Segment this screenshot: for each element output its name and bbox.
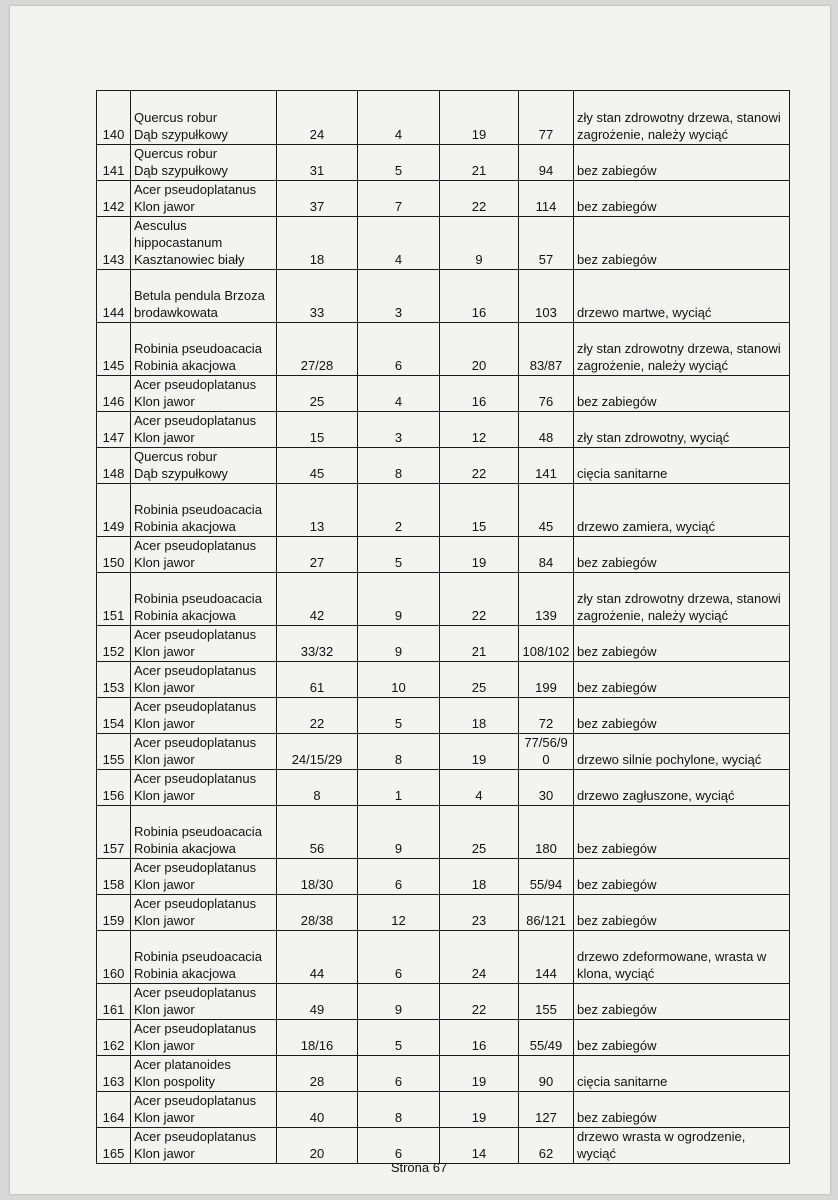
cell-col-3: 25 [440,806,519,859]
cell-col-3: 22 [440,181,519,217]
cell-col-4: 103 [519,270,574,323]
table-row [97,1020,790,1056]
cell-number: 156 [97,770,131,806]
cell-number: 140 [97,91,131,145]
cell-col-2: 7 [358,181,440,217]
cell-col-1: 31 [277,145,358,181]
cell-number: 152 [97,626,131,662]
cell-col-1: 25 [277,376,358,412]
cell-number: 161 [97,984,131,1020]
cell-recommendation: zły stan zdrowotny drzewa, stanowi zagrożenie, należy wyciąć [574,91,790,145]
table-row [97,662,790,698]
table-row [97,734,790,770]
cell-col-2: 9 [358,626,440,662]
cell-col-2: 4 [358,376,440,412]
cell-col-4: 83/87 [519,323,574,376]
cell-number: 150 [97,537,131,573]
cell-col-3: 21 [440,626,519,662]
cell-number: 158 [97,859,131,895]
cell-col-1: 56 [277,806,358,859]
cell-col-1: 18/16 [277,1020,358,1056]
cell-col-3: 18 [440,698,519,734]
cell-col-2: 2 [358,484,440,537]
cell-recommendation: bez zabiegów [574,806,790,859]
cell-col-4: 55/94 [519,859,574,895]
table-row [97,412,790,448]
cell-species: Acer pseudoplatanus Klon jawor [131,895,277,931]
cell-col-3: 16 [440,376,519,412]
cell-col-1: 20 [277,1128,358,1164]
cell-col-4: 108/102 [519,626,574,662]
cell-col-3: 19 [440,734,519,770]
cell-col-1: 40 [277,1092,358,1128]
cell-col-2: 8 [358,448,440,484]
table-row [97,859,790,895]
cell-col-2: 12 [358,895,440,931]
cell-col-4: 84 [519,537,574,573]
cell-col-4: 144 [519,931,574,984]
cell-recommendation: bez zabiegów [574,895,790,931]
cell-species: Acer pseudoplatanus Klon jawor [131,626,277,662]
cell-col-4: 45 [519,484,574,537]
cell-number: 144 [97,270,131,323]
cell-col-2: 10 [358,662,440,698]
cell-species: Acer pseudoplatanus Klon jawor [131,734,277,770]
cell-recommendation: zły stan zdrowotny, wyciąć [574,412,790,448]
cell-col-1: 28 [277,1056,358,1092]
cell-col-3: 14 [440,1128,519,1164]
cell-species: Acer pseudoplatanus Klon jawor [131,412,277,448]
cell-species: Betula pendula Brzoza brodawkowata [131,270,277,323]
table-row [97,181,790,217]
cell-col-3: 12 [440,412,519,448]
cell-col-1: 61 [277,662,358,698]
cell-col-3: 22 [440,573,519,626]
cell-col-2: 3 [358,270,440,323]
cell-col-4: 77 [519,91,574,145]
cell-col-1: 37 [277,181,358,217]
cell-species: Robinia pseudoacacia Robinia akacjowa [131,806,277,859]
cell-col-4: 76 [519,376,574,412]
cell-col-2: 8 [358,1092,440,1128]
cell-col-4: 139 [519,573,574,626]
cell-col-4: 86/121 [519,895,574,931]
cell-col-4: 77/56/9 0 [519,734,574,770]
cell-col-3: 4 [440,770,519,806]
cell-number: 151 [97,573,131,626]
table-row [97,770,790,806]
table-row [97,698,790,734]
cell-species: Robinia pseudoacacia Robinia akacjowa [131,573,277,626]
cell-col-3: 22 [440,448,519,484]
cell-species: Acer pseudoplatanus Klon jawor [131,770,277,806]
cell-recommendation: bez zabiegów [574,626,790,662]
cell-number: 160 [97,931,131,984]
document-page [10,6,830,1194]
cell-recommendation: bez zabiegów [574,537,790,573]
cell-col-2: 1 [358,770,440,806]
cell-col-4: 90 [519,1056,574,1092]
cell-col-4: 94 [519,145,574,181]
cell-number: 164 [97,1092,131,1128]
table-row [97,1092,790,1128]
cell-species: Acer pseudoplatanus Klon jawor [131,662,277,698]
cell-number: 149 [97,484,131,537]
cell-recommendation: bez zabiegów [574,698,790,734]
cell-col-2: 4 [358,91,440,145]
cell-col-2: 6 [358,859,440,895]
cell-col-2: 6 [358,323,440,376]
cell-recommendation: drzewo zamiera, wyciąć [574,484,790,537]
cell-species: Acer pseudoplatanus Klon jawor [131,1128,277,1164]
table-row [97,376,790,412]
cell-recommendation: drzewo wrasta w ogrodzenie, wyciąć [574,1128,790,1164]
cell-col-3: 25 [440,662,519,698]
table-row [97,217,790,270]
cell-col-1: 45 [277,448,358,484]
cell-col-2: 5 [358,537,440,573]
cell-recommendation: zły stan zdrowotny drzewa, stanowi zagrożenie, należy wyciąć [574,323,790,376]
cell-col-2: 9 [358,806,440,859]
cell-number: 145 [97,323,131,376]
table-row [97,1128,790,1164]
cell-col-4: 114 [519,181,574,217]
cell-col-2: 6 [358,1128,440,1164]
cell-col-3: 9 [440,217,519,270]
cell-col-4: 30 [519,770,574,806]
cell-col-1: 49 [277,984,358,1020]
cell-recommendation: drzewo martwe, wyciąć [574,270,790,323]
cell-col-2: 5 [358,698,440,734]
cell-col-2: 9 [358,984,440,1020]
cell-species: Acer platanoides Klon pospolity [131,1056,277,1092]
cell-species: Robinia pseudoacacia Robinia akacjowa [131,931,277,984]
cell-col-3: 15 [440,484,519,537]
cell-species: Aesculus hippocastanum Kasztanowiec biały [131,217,277,270]
cell-number: 165 [97,1128,131,1164]
table-row [97,323,790,376]
cell-col-1: 33/32 [277,626,358,662]
cell-number: 157 [97,806,131,859]
cell-col-1: 28/38 [277,895,358,931]
cell-col-1: 13 [277,484,358,537]
cell-species: Acer pseudoplatanus Klon jawor [131,181,277,217]
cell-col-3: 19 [440,537,519,573]
page-number: Strona 67 [390,1160,448,1175]
cell-species: Quercus robur Dąb szypułkowy [131,448,277,484]
cell-col-1: 44 [277,931,358,984]
cell-col-4: 155 [519,984,574,1020]
cell-col-1: 22 [277,698,358,734]
cell-col-2: 8 [358,734,440,770]
cell-col-1: 18/30 [277,859,358,895]
cell-col-3: 18 [440,859,519,895]
cell-col-1: 18 [277,217,358,270]
table-row [97,806,790,859]
cell-species: Acer pseudoplatanus Klon jawor [131,537,277,573]
cell-number: 148 [97,448,131,484]
cell-col-4: 48 [519,412,574,448]
cell-col-1: 27 [277,537,358,573]
cell-recommendation: bez zabiegów [574,662,790,698]
cell-species: Robinia pseudoacacia Robinia akacjowa [131,484,277,537]
cell-recommendation: cięcia sanitarne [574,448,790,484]
cell-species: Acer pseudoplatanus Klon jawor [131,1020,277,1056]
cell-recommendation: drzewo silnie pochylone, wyciąć [574,734,790,770]
table-row [97,931,790,984]
cell-number: 142 [97,181,131,217]
cell-recommendation: cięcia sanitarne [574,1056,790,1092]
cell-number: 155 [97,734,131,770]
cell-number: 146 [97,376,131,412]
cell-col-3: 21 [440,145,519,181]
tree-inventory-table [96,90,790,1164]
table-row [97,270,790,323]
table-row [97,448,790,484]
cell-species: Acer pseudoplatanus Klon jawor [131,698,277,734]
cell-col-4: 72 [519,698,574,734]
cell-col-1: 27/28 [277,323,358,376]
cell-col-3: 20 [440,323,519,376]
cell-species: Acer pseudoplatanus Klon jawor [131,859,277,895]
cell-col-2: 4 [358,217,440,270]
cell-species: Quercus robur Dąb szypułkowy [131,145,277,181]
table-row [97,573,790,626]
cell-recommendation: bez zabiegów [574,376,790,412]
cell-col-3: 23 [440,895,519,931]
cell-col-2: 5 [358,145,440,181]
cell-col-4: 141 [519,448,574,484]
cell-col-3: 19 [440,1092,519,1128]
cell-recommendation: bez zabiegów [574,984,790,1020]
cell-species: Acer pseudoplatanus Klon jawor [131,984,277,1020]
cell-col-4: 199 [519,662,574,698]
cell-recommendation: bez zabiegów [574,1092,790,1128]
cell-col-4: 55/49 [519,1020,574,1056]
cell-col-4: 180 [519,806,574,859]
table-body [97,91,790,1164]
cell-col-3: 19 [440,1056,519,1092]
cell-recommendation: zły stan zdrowotny drzewa, stanowi zagrożenie, należy wyciąć [574,573,790,626]
table-row [97,91,790,145]
cell-recommendation: bez zabiegów [574,1020,790,1056]
cell-col-2: 3 [358,412,440,448]
table-row [97,484,790,537]
cell-number: 162 [97,1020,131,1056]
table-row [97,895,790,931]
cell-species: Quercus robur Dąb szypułkowy [131,91,277,145]
cell-number: 141 [97,145,131,181]
cell-species: Acer pseudoplatanus Klon jawor [131,376,277,412]
table-row [97,145,790,181]
cell-col-1: 15 [277,412,358,448]
table-row [97,537,790,573]
table-row [97,984,790,1020]
cell-col-2: 5 [358,1020,440,1056]
cell-recommendation: drzewo zdeformowane, wrasta w klona, wyciąć [574,931,790,984]
cell-col-4: 127 [519,1092,574,1128]
cell-recommendation: drzewo zagłuszone, wyciąć [574,770,790,806]
cell-col-1: 24/15/29 [277,734,358,770]
cell-number: 147 [97,412,131,448]
cell-col-4: 62 [519,1128,574,1164]
cell-recommendation: bez zabiegów [574,859,790,895]
cell-col-1: 42 [277,573,358,626]
cell-col-2: 6 [358,931,440,984]
cell-col-3: 19 [440,91,519,145]
cell-col-1: 24 [277,91,358,145]
cell-recommendation: bez zabiegów [574,145,790,181]
cell-number: 154 [97,698,131,734]
cell-recommendation: bez zabiegów [574,181,790,217]
cell-number: 143 [97,217,131,270]
cell-col-1: 8 [277,770,358,806]
cell-col-4: 57 [519,217,574,270]
cell-col-3: 22 [440,984,519,1020]
cell-species: Acer pseudoplatanus Klon jawor [131,1092,277,1128]
cell-number: 159 [97,895,131,931]
table-row [97,1056,790,1092]
cell-col-2: 6 [358,1056,440,1092]
cell-number: 163 [97,1056,131,1092]
cell-species: Robinia pseudoacacia Robinia akacjowa [131,323,277,376]
cell-col-3: 24 [440,931,519,984]
cell-col-1: 33 [277,270,358,323]
cell-col-2: 9 [358,573,440,626]
cell-col-3: 16 [440,1020,519,1056]
cell-recommendation: bez zabiegów [574,217,790,270]
table-row [97,626,790,662]
cell-number: 153 [97,662,131,698]
cell-col-3: 16 [440,270,519,323]
